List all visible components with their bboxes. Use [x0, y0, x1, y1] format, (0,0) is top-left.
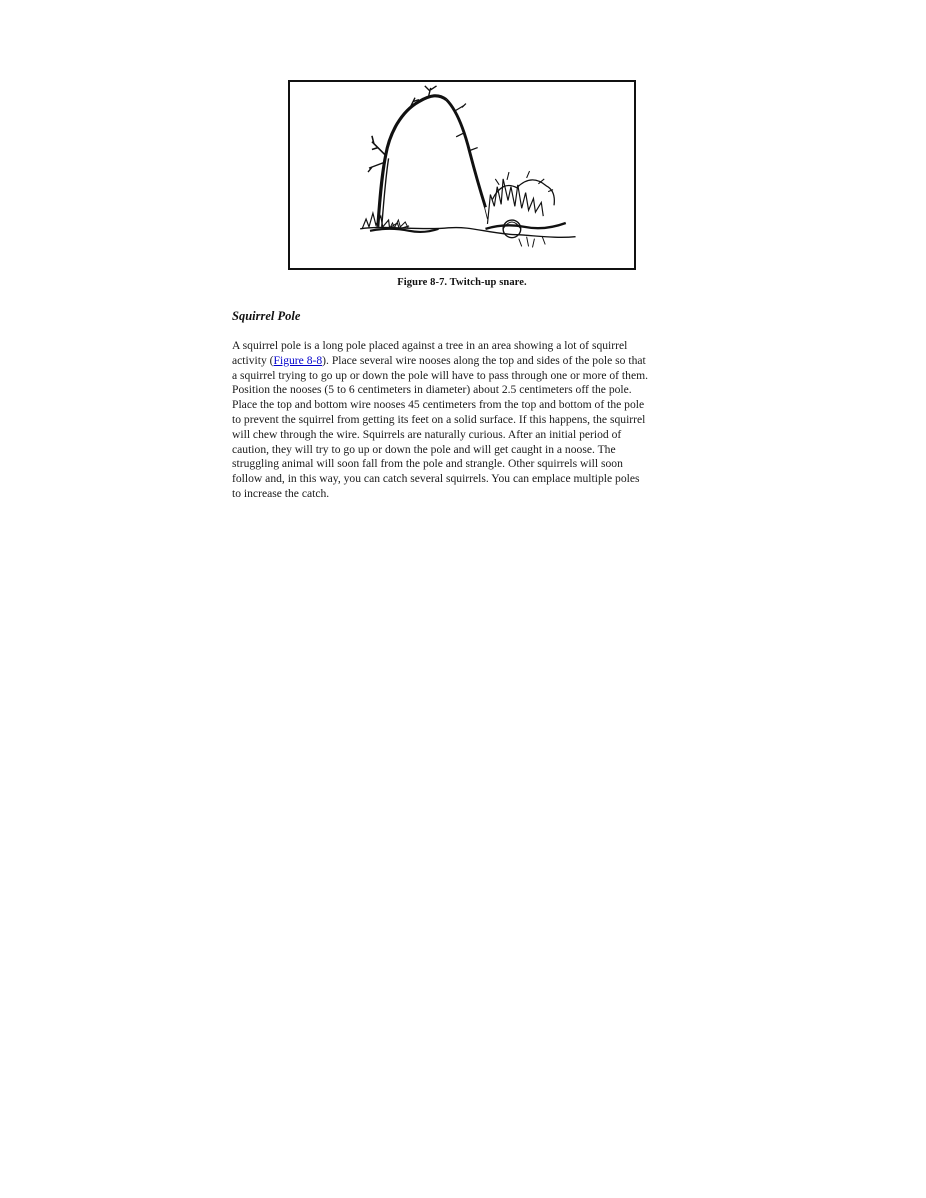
- paragraph-line: [232, 413, 702, 428]
- paragraph-line: [232, 354, 702, 369]
- paragraph-line: [232, 487, 702, 502]
- line-text: will chew through the wire. Squirrels are naturally curious. After an initial period of: [232, 427, 622, 441]
- twitch-up-snare-drawing: [290, 82, 634, 268]
- line-text: struggling animal will soon fall from the pole and strangle. Other squirrels will soon: [232, 457, 623, 471]
- paragraph-line: [232, 383, 702, 398]
- line-text: A squirrel pole is a long pole placed against a tree in an area showing a lot of squirrel: [232, 339, 628, 352]
- paragraph-line: [232, 443, 702, 458]
- paragraph-line: [232, 457, 702, 472]
- figure-8-8-link[interactable]: Figure 8-8: [273, 353, 323, 367]
- line-text: ). Place several wire nooses along the top and sides of the pole so that: [322, 353, 646, 367]
- paragraph-line: [232, 339, 702, 354]
- body-paragraph: [232, 339, 702, 502]
- line-text: to increase the catch.: [232, 486, 330, 500]
- figure-caption: Figure 8-7. Twitch-up snare.: [397, 277, 527, 288]
- paragraph-line: [232, 369, 702, 384]
- line-text: Place the top and bottom wire nooses 45 centimeters from the top and bottom of the pole: [232, 398, 645, 412]
- line-text: a squirrel trying to go up or down the pole will have to pass through one or more of them.: [232, 368, 649, 382]
- line-text: to prevent the squirrel from getting its feet on a solid surface. If this happens, the squirrel: [232, 412, 646, 426]
- line-text: caution, they will try to go up or down the pole and will get caught in a noose. The: [232, 442, 616, 456]
- line-text: Position the nooses (5 to 6 centimeters in diameter) about 2.5 centimeters off the pole.: [232, 383, 632, 397]
- paragraph-line: [232, 472, 702, 487]
- paragraph-line: [232, 398, 702, 413]
- section-heading: Squirrel Pole: [232, 309, 301, 323]
- line-text: follow and, in this way, you can catch several squirrels. You can emplace multiple poles: [232, 472, 640, 486]
- figure-illustration-frame: [288, 80, 636, 270]
- paragraph-line: [232, 428, 702, 443]
- line-text: activity (: [232, 353, 274, 367]
